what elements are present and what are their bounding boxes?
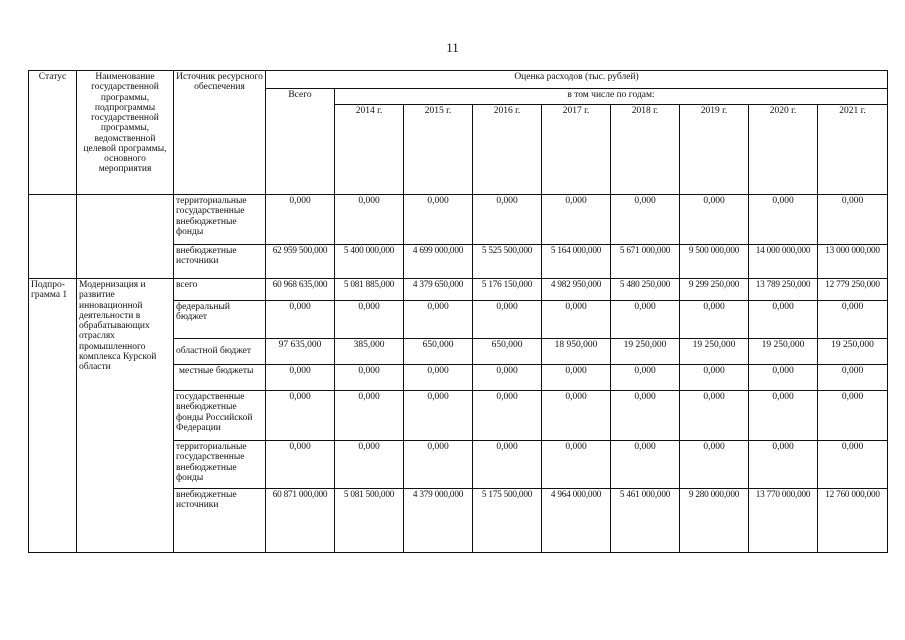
value-cell: 5 081 885,000 [335, 279, 404, 301]
value-cell: 5 081 500,000 [335, 489, 404, 553]
value-cell: 19 250,000 [818, 339, 888, 365]
value-cell: 0,000 [335, 441, 404, 489]
value-cell: 12 779 250,000 [818, 279, 888, 301]
value-cell: 0,000 [818, 391, 888, 441]
value-cell: 9 280 000,000 [680, 489, 749, 553]
value-cell: 0,000 [473, 365, 542, 391]
value-cell: 0,000 [680, 391, 749, 441]
total-cell: 0,000 [266, 195, 335, 245]
value-cell: 5 176 150,000 [473, 279, 542, 301]
total-cell: 0,000 [266, 441, 335, 489]
value-cell: 385,000 [335, 339, 404, 365]
value-cell: 0,000 [680, 195, 749, 245]
value-cell: 5 480 250,000 [611, 279, 680, 301]
source-cell: территориальные государственные внебюджетные фонды [174, 441, 266, 489]
value-cell: 9 500 000,000 [680, 245, 749, 279]
source-cell: внебюджетные источники [174, 245, 266, 279]
value-cell: 0,000 [611, 365, 680, 391]
source-cell: внебюджетные источники [174, 489, 266, 553]
header-status: Статус [29, 71, 77, 195]
value-cell: 13 789 250,000 [749, 279, 818, 301]
value-cell: 13 000 000,000 [818, 245, 888, 279]
header-total: Всего [266, 89, 335, 195]
name-cell-empty [77, 245, 174, 279]
total-cell: 60 968 635,000 [266, 279, 335, 301]
total-cell: 62 959 500,000 [266, 245, 335, 279]
value-cell: 0,000 [404, 441, 473, 489]
value-cell: 0,000 [542, 441, 611, 489]
value-cell: 0,000 [404, 195, 473, 245]
total-cell: 97 635,000 [266, 339, 335, 365]
value-cell: 650,000 [473, 339, 542, 365]
value-cell: 5 400 000,000 [335, 245, 404, 279]
value-cell: 4 982 950,000 [542, 279, 611, 301]
subprogram-name: Модернизация и развитие инновационной деятельности в обрабатывающих отраслях промышленного комплекса Курской области [77, 279, 174, 553]
value-cell: 0,000 [749, 441, 818, 489]
value-cell: 0,000 [542, 301, 611, 339]
value-cell: 19 250,000 [680, 339, 749, 365]
header-source: Источник ресурсного обеспечения [174, 71, 266, 195]
value-cell: 18 950,000 [542, 339, 611, 365]
header-year: 2019 г. [680, 105, 749, 195]
value-cell: 0,000 [542, 391, 611, 441]
source-cell: государственные внебюджетные фонды Российской Федерации [174, 391, 266, 441]
value-cell: 0,000 [611, 301, 680, 339]
subprogram-status: Подпро-грамма 1 [29, 279, 77, 553]
value-cell: 0,000 [404, 301, 473, 339]
header-year: 2017 г. [542, 105, 611, 195]
value-cell: 0,000 [335, 195, 404, 245]
value-cell: 5 164 000,000 [542, 245, 611, 279]
header-year: 2015 г. [404, 105, 473, 195]
value-cell: 4 964 000,000 [542, 489, 611, 553]
source-cell: территориальные государственные внебюджетные фонды [174, 195, 266, 245]
total-cell: 0,000 [266, 391, 335, 441]
value-cell: 0,000 [818, 441, 888, 489]
name-cell-empty [77, 195, 174, 245]
value-cell: 0,000 [818, 195, 888, 245]
value-cell: 4 699 000,000 [404, 245, 473, 279]
source-cell: областной бюджет [174, 339, 266, 365]
value-cell: 0,000 [749, 391, 818, 441]
value-cell: 19 250,000 [611, 339, 680, 365]
total-cell: 0,000 [266, 301, 335, 339]
source-cell: всего [174, 279, 266, 301]
value-cell: 5 525 500,000 [473, 245, 542, 279]
value-cell: 9 299 250,000 [680, 279, 749, 301]
header-year: 2014 г. [335, 105, 404, 195]
value-cell: 0,000 [749, 301, 818, 339]
value-cell: 0,000 [404, 391, 473, 441]
header-year: 2016 г. [473, 105, 542, 195]
status-cell-empty [29, 195, 77, 245]
value-cell: 0,000 [473, 195, 542, 245]
value-cell: 0,000 [611, 391, 680, 441]
value-cell: 5 671 000,000 [611, 245, 680, 279]
value-cell: 12 760 000,000 [818, 489, 888, 553]
value-cell: 0,000 [473, 391, 542, 441]
value-cell: 0,000 [335, 391, 404, 441]
value-cell: 5 461 000,000 [611, 489, 680, 553]
value-cell: 0,000 [542, 365, 611, 391]
value-cell: 0,000 [611, 195, 680, 245]
total-cell: 60 871 000,000 [266, 489, 335, 553]
value-cell: 650,000 [404, 339, 473, 365]
header-year: 2021 г. [818, 105, 888, 195]
header-by-years: в том числе по годам: [335, 89, 888, 105]
table-row [29, 279, 888, 301]
value-cell: 0,000 [542, 195, 611, 245]
value-cell: 4 379 000,000 [404, 489, 473, 553]
header-year: 2020 г. [749, 105, 818, 195]
total-cell: 0,000 [266, 365, 335, 391]
source-cell: федеральный бюджет [174, 301, 266, 339]
value-cell: 14 000 000,000 [749, 245, 818, 279]
header-name: Наименование государственной программы, подпрограммы государственной программы, ведомственной целевой программы, основного мероприятия [77, 71, 174, 195]
value-cell: 0,000 [749, 365, 818, 391]
header-estimate: Оценка расходов (тыс. рублей) [266, 71, 888, 89]
value-cell: 13 770 000,000 [749, 489, 818, 553]
value-cell: 4 379 650,000 [404, 279, 473, 301]
value-cell: 0,000 [611, 441, 680, 489]
budget-table [28, 70, 888, 553]
table-row [29, 195, 888, 245]
value-cell: 19 250,000 [749, 339, 818, 365]
value-cell: 0,000 [473, 301, 542, 339]
value-cell: 0,000 [818, 301, 888, 339]
status-cell-empty [29, 245, 77, 279]
source-cell: местные бюджеты [174, 365, 266, 391]
value-cell: 0,000 [404, 365, 473, 391]
value-cell: 0,000 [680, 365, 749, 391]
header-year: 2018 г. [611, 105, 680, 195]
value-cell: 0,000 [335, 301, 404, 339]
page-number: 11 [446, 40, 459, 55]
value-cell: 5 175 500,000 [473, 489, 542, 553]
value-cell: 0,000 [749, 195, 818, 245]
value-cell: 0,000 [818, 365, 888, 391]
value-cell: 0,000 [335, 365, 404, 391]
table-row [29, 245, 888, 279]
value-cell: 0,000 [473, 441, 542, 489]
value-cell: 0,000 [680, 441, 749, 489]
value-cell: 0,000 [680, 301, 749, 339]
